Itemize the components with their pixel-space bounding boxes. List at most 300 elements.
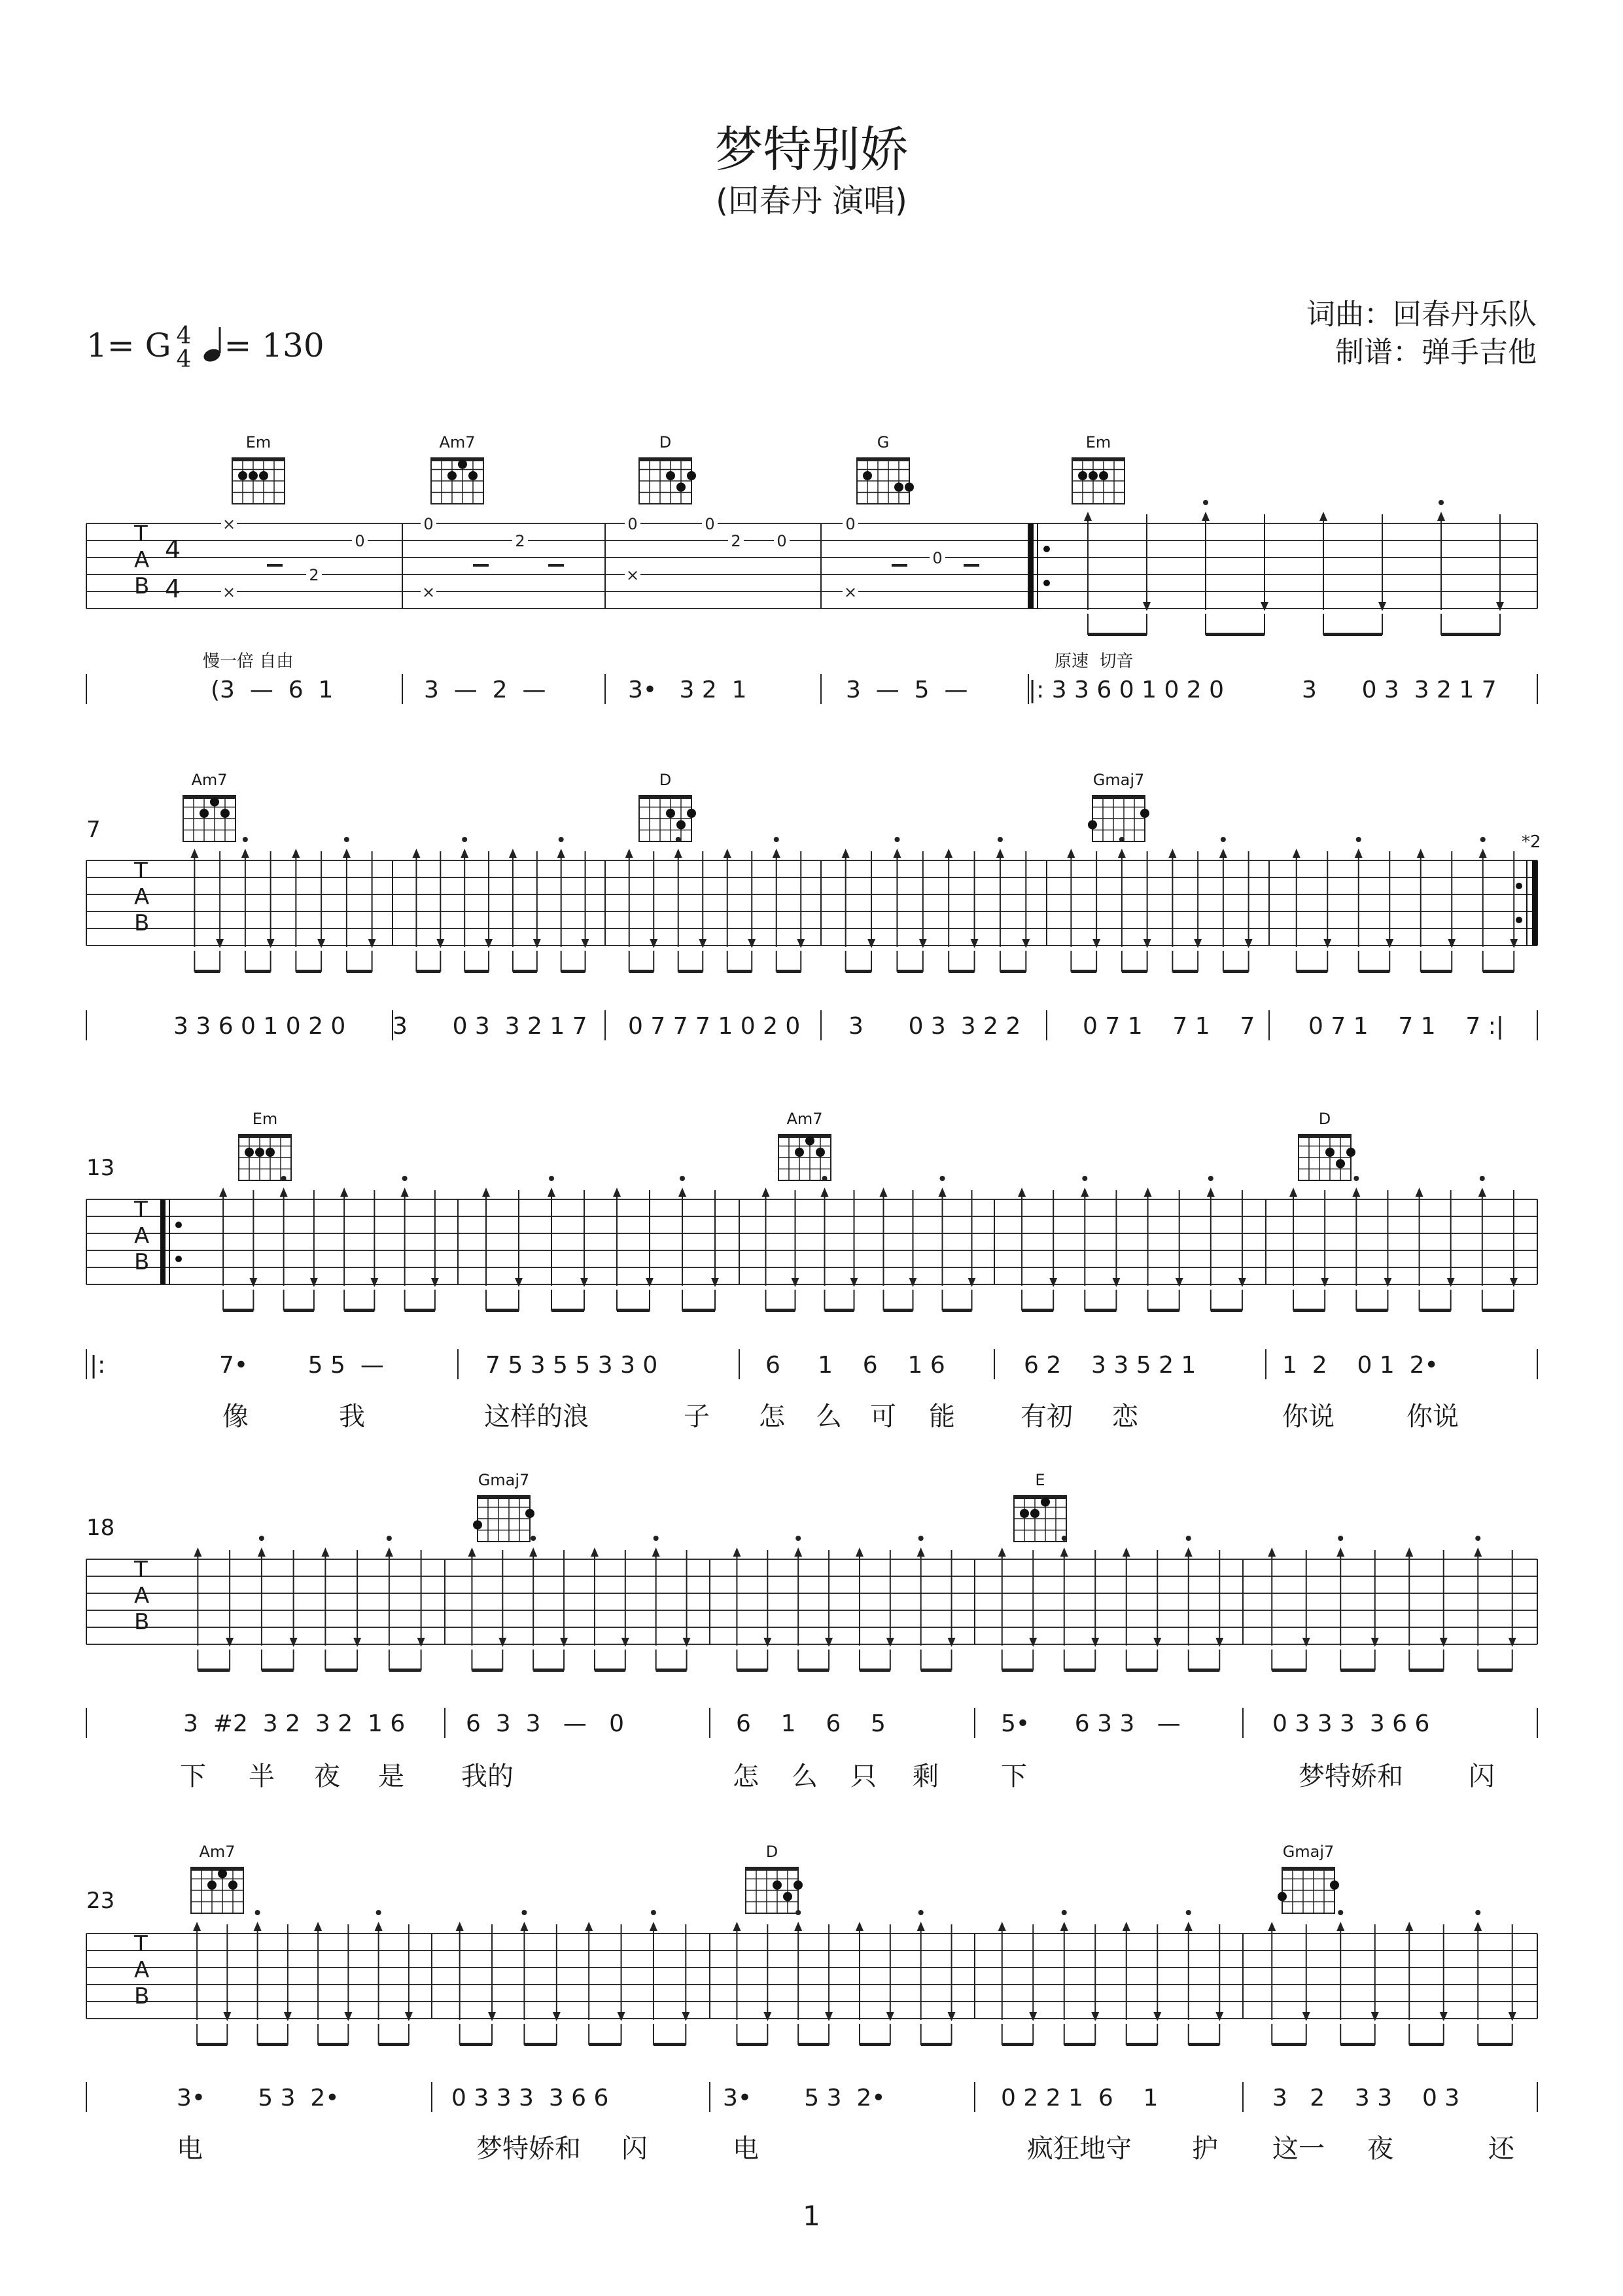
accent-dot (940, 1176, 945, 1181)
beam (860, 1669, 890, 1672)
chord-finger-dot (1099, 471, 1108, 480)
chord-name: Em (252, 1110, 278, 1128)
strum-up-arrow-icon (1207, 1188, 1215, 1197)
chord-finger-dot (894, 483, 903, 492)
fret-number: 0 (627, 515, 638, 533)
strum-up-arrow-icon (1185, 1922, 1193, 1931)
strum-down-arrow-icon (560, 1638, 568, 1647)
chord-finger-dot (1089, 471, 1098, 480)
lyric: 梦特娇和 (476, 2134, 581, 2164)
tab-time-signature: 4 4 (165, 535, 181, 603)
strum-down-arrow-icon (650, 939, 657, 948)
strum-down-arrow-icon (1509, 2012, 1516, 2021)
fret-number: 0 (355, 532, 365, 550)
numbered-measure: 3 0 3 3 2 1 7 (1302, 677, 1497, 703)
strum-up-arrow-icon (1202, 512, 1210, 521)
beam (921, 2043, 952, 2046)
strum-up-arrow-icon (509, 849, 517, 858)
accent-dot (1480, 837, 1486, 842)
beam (766, 1309, 795, 1312)
chord-name: D (659, 771, 672, 789)
accent-dot (462, 837, 467, 842)
repeat-dot (1043, 546, 1050, 552)
beam (223, 1309, 253, 1312)
chord-name: Gmaj7 (1282, 1843, 1335, 1861)
strum-up-arrow-icon (219, 1188, 227, 1197)
accent-dot (680, 1176, 685, 1181)
chord-finger-dot (207, 1881, 217, 1890)
strum-up-arrow-icon (880, 1188, 888, 1197)
numbered-measure: 7• 5 5 — (219, 1352, 384, 1379)
lyric: 闪 (621, 2134, 648, 2164)
chord-nut (1014, 1496, 1066, 1499)
numbered-measure: 3 0 3 3 2 1 7 (393, 1013, 587, 1040)
lyric: 能 (929, 1402, 955, 1432)
accent-dot (402, 1176, 408, 1181)
strum-down-arrow-icon (533, 939, 541, 948)
strum-down-arrow-icon (431, 1278, 439, 1287)
accent-dot (531, 1536, 536, 1541)
accent-dot (998, 837, 1003, 842)
beam (258, 2043, 288, 2046)
strum-up-arrow-icon (856, 1547, 864, 1557)
strum-up-arrow-icon (468, 1547, 476, 1557)
strum-up-arrow-icon (678, 1188, 686, 1197)
numbered-measure: 6 1 6 1 6 (765, 1352, 945, 1379)
beam (262, 1669, 294, 1672)
chord-name: D (765, 1843, 778, 1861)
chord-finger-dot (1088, 821, 1097, 830)
fret-number: × (222, 583, 236, 601)
accent-dot (387, 1536, 392, 1541)
chord-finger-dot (259, 471, 268, 480)
strum-up-arrow-icon (1405, 1547, 1413, 1557)
beam (284, 1309, 314, 1312)
beam (524, 2043, 556, 2046)
numbered-measure: 6 3 3 — 0 (466, 1710, 625, 1737)
strum-down-arrow-icon (1112, 1278, 1120, 1287)
accent-dot (549, 1176, 554, 1181)
chord-name: Em (1085, 433, 1111, 451)
beam (1223, 970, 1249, 973)
beam (1088, 633, 1147, 636)
strum-up-arrow-icon (821, 1188, 829, 1197)
beam (198, 1669, 230, 1672)
numbered-measure: |: 3 3 6 0 1 0 2 0 (1028, 677, 1225, 703)
strum-down-arrow-icon (1447, 1278, 1455, 1287)
fret-number: 0 (777, 532, 787, 550)
strum-up-arrow-icon (917, 1922, 925, 1931)
accent-dot (1082, 1176, 1087, 1181)
strum-down-arrow-icon (1029, 1638, 1037, 1647)
beam (1189, 2043, 1220, 2046)
strum-down-arrow-icon (1143, 602, 1151, 611)
chord-finger-dot (905, 483, 914, 492)
lyric: 夜 (1367, 2134, 1393, 2164)
beam (1064, 2043, 1096, 2046)
chord-finger-dot (863, 471, 872, 480)
rest (548, 564, 564, 567)
tab-clef: T A B (134, 858, 150, 936)
lyric: 么 (816, 1402, 842, 1432)
strum-up-arrow-icon (461, 849, 468, 858)
lyric: 电 (733, 2134, 759, 2164)
strum-up-arrow-icon (1084, 512, 1092, 521)
strum-down-arrow-icon (436, 939, 444, 948)
lyric: 怎 (759, 1402, 785, 1432)
strum-up-arrow-icon (321, 1547, 329, 1557)
chord-finger-dot (1278, 1892, 1287, 1901)
strum-down-arrow-icon (1092, 939, 1100, 948)
accent-dot (795, 1536, 801, 1541)
chord-nut (232, 458, 285, 461)
strum-down-arrow-icon (797, 939, 805, 948)
accent-dot (1475, 1910, 1480, 1915)
strum-down-arrow-icon (290, 1638, 298, 1647)
beam (1172, 970, 1198, 973)
strum-down-arrow-icon (948, 1638, 956, 1647)
chord-finger-dot (1041, 1498, 1050, 1507)
fret-number: × (625, 566, 640, 584)
beam (798, 2043, 829, 2046)
repeat-dot (175, 1222, 182, 1228)
strum-down-arrow-icon (1049, 1278, 1057, 1287)
strum-down-arrow-icon (886, 2012, 894, 2021)
beam (1359, 970, 1390, 973)
strum-up-arrow-icon (794, 1922, 802, 1931)
chord-finger-dot (200, 809, 209, 818)
strum-up-arrow-icon (652, 1547, 660, 1557)
beam (318, 2043, 348, 2046)
numbered-measure: 3• 5 3 2• (177, 2085, 340, 2111)
strum-up-arrow-icon (1355, 849, 1363, 858)
rest (473, 564, 489, 567)
chord-name: Am7 (191, 771, 228, 789)
measure-number: 23 (86, 1888, 115, 1914)
numbered-measure: 3 — 2 — (424, 677, 546, 703)
strum-up-arrow-icon (674, 849, 682, 858)
beam (1478, 1669, 1512, 1672)
lyric: 你说 (1282, 1402, 1335, 1432)
beam (344, 1309, 374, 1312)
strum-up-arrow-icon (193, 1922, 201, 1931)
measure-number: 13 (86, 1155, 115, 1181)
strum-down-arrow-icon (646, 1278, 654, 1287)
strum-up-arrow-icon (1123, 1547, 1130, 1557)
strum-down-arrow-icon (1321, 1278, 1329, 1287)
measure-number: 18 (86, 1515, 115, 1541)
strum-up-arrow-icon (733, 1547, 741, 1557)
strum-up-arrow-icon (1336, 1547, 1344, 1557)
strum-up-arrow-icon (1018, 1188, 1026, 1197)
beam (1122, 970, 1147, 973)
beam (884, 1309, 913, 1312)
lyric: 半 (249, 1761, 275, 1792)
accent-dot (1480, 1176, 1485, 1181)
beam (561, 970, 585, 973)
lyric: 下 (1001, 1761, 1027, 1792)
repeat-bar (1028, 523, 1034, 609)
strum-down-arrow-icon (1302, 1638, 1310, 1647)
strum-up-arrow-icon (762, 1188, 770, 1197)
beam (595, 1669, 625, 1672)
numbered-measure: 5• 6 3 3 — (1001, 1710, 1181, 1737)
chord-name: Am7 (786, 1110, 823, 1128)
strum-up-arrow-icon (1268, 1922, 1276, 1931)
strum-up-arrow-icon (557, 849, 565, 858)
strum-down-arrow-icon (1440, 2012, 1448, 2021)
accent-dot (1439, 500, 1444, 505)
strum-down-arrow-icon (310, 1278, 318, 1287)
beam (1272, 1669, 1306, 1672)
beam (472, 1669, 502, 1672)
repeat-bar (1532, 860, 1537, 945)
strum-up-arrow-icon (1417, 849, 1425, 858)
beam (727, 970, 752, 973)
numbered-measure: 7 5 3 5 5 3 3 0 (485, 1352, 658, 1379)
lyric: 这一 (1272, 2134, 1325, 2164)
fret-number: 2 (515, 532, 525, 550)
accent-dot (243, 837, 248, 842)
numbered-measure: 3 2 3 3 0 3 (1272, 2085, 1460, 2111)
chord-finger-dot (783, 1892, 792, 1901)
strum-up-arrow-icon (1319, 512, 1327, 521)
strum-down-arrow-icon (405, 2012, 413, 2021)
strum-down-arrow-icon (867, 939, 875, 948)
strum-down-arrow-icon (1510, 1278, 1518, 1287)
strum-up-arrow-icon (1067, 849, 1075, 858)
lyric: 护 (1192, 2134, 1218, 2164)
lyric: 恋 (1112, 1402, 1138, 1432)
chord-finger-dot (1336, 1159, 1345, 1169)
beam (921, 1669, 952, 1672)
chord-name: Am7 (439, 433, 476, 451)
strum-up-arrow-icon (1437, 512, 1445, 521)
song-title: 梦特别娇 (714, 122, 909, 178)
repeat-dot (1516, 883, 1522, 889)
beam (513, 970, 537, 973)
beam (1126, 1669, 1158, 1672)
chord-finger-dot (1346, 1148, 1355, 1157)
numbered-measure: 6 2 3 3 5 2 1 (1024, 1352, 1196, 1379)
strum-down-arrow-icon (682, 2012, 689, 2021)
strum-down-arrow-icon (919, 939, 927, 948)
strum-up-arrow-icon (1293, 849, 1300, 858)
chord-nut (1092, 796, 1145, 799)
strum-down-arrow-icon (683, 1638, 691, 1647)
chord-nut (478, 1496, 530, 1499)
beam (682, 1309, 715, 1312)
strum-up-arrow-icon (1416, 1188, 1423, 1197)
strum-down-arrow-icon (1323, 939, 1331, 948)
strum-up-arrow-icon (241, 849, 249, 858)
lyric: 你说 (1406, 1402, 1459, 1432)
strum-up-arrow-icon (1268, 1547, 1276, 1557)
chord-finger-dot (687, 809, 696, 818)
beam (1483, 970, 1514, 973)
strum-up-arrow-icon (340, 1188, 348, 1197)
beam (629, 970, 654, 973)
strum-down-arrow-icon (1176, 1278, 1183, 1287)
strum-up-arrow-icon (529, 1547, 537, 1557)
strum-up-arrow-icon (1185, 1547, 1193, 1557)
strum-down-arrow-icon (1022, 939, 1030, 948)
chord-name: D (1318, 1110, 1331, 1128)
rest (267, 564, 283, 567)
lyric: 可 (870, 1402, 896, 1432)
strum-down-arrow-icon (1143, 939, 1151, 948)
chord-name: E (1035, 1471, 1045, 1489)
strum-down-arrow-icon (1091, 2012, 1099, 2021)
beam (1148, 1309, 1179, 1312)
accent-dot (1186, 1910, 1191, 1915)
numbered-measure: 3• 5 3 2• (723, 2085, 886, 2111)
beam (1340, 2043, 1375, 2046)
strum-up-arrow-icon (258, 1547, 266, 1557)
accent-dot (521, 1910, 527, 1915)
arranger: 制谱：弹手吉他 (1335, 336, 1537, 369)
beam (617, 1309, 650, 1312)
lyric: 是 (378, 1761, 404, 1792)
measure-number: 7 (86, 817, 101, 843)
strum-up-arrow-icon (945, 849, 952, 858)
strum-up-arrow-icon (917, 1547, 925, 1557)
strum-up-arrow-icon (1123, 1922, 1130, 1931)
strum-up-arrow-icon (893, 849, 901, 858)
numbered-measure: 3• 3 2 1 (628, 677, 747, 703)
strum-down-arrow-icon (1245, 939, 1253, 948)
strum-down-arrow-icon (249, 1278, 257, 1287)
strum-up-arrow-icon (1144, 1188, 1152, 1197)
strum-down-arrow-icon (1496, 602, 1504, 611)
strum-up-arrow-icon (375, 1922, 383, 1931)
strum-up-arrow-icon (998, 1922, 1006, 1931)
strum-down-arrow-icon (1371, 1638, 1379, 1647)
strum-down-arrow-icon (498, 1638, 506, 1647)
strum-down-arrow-icon (748, 939, 756, 948)
chord-finger-dot (773, 1881, 782, 1890)
tab-clef: T A B (134, 521, 150, 599)
strum-up-arrow-icon (314, 1922, 322, 1931)
tab-clef: T A B (134, 1557, 150, 1635)
strum-up-arrow-icon (1336, 1922, 1344, 1931)
beam (464, 970, 489, 973)
numbered-measure: 6 1 6 5 (736, 1710, 886, 1737)
strum-down-arrow-icon (792, 1278, 799, 1287)
key: 1= G (86, 327, 171, 364)
lyric: 夜 (314, 1761, 340, 1792)
beam (1071, 970, 1096, 973)
accent-dot (1353, 1176, 1359, 1181)
strum-up-arrow-icon (1060, 1922, 1068, 1931)
tab-clef: T A B (134, 1931, 150, 2009)
accent-dot (1221, 837, 1226, 842)
beam (551, 1309, 584, 1312)
strum-down-arrow-icon (621, 1638, 629, 1647)
lyric: 梦特娇和 (1299, 1761, 1403, 1792)
strum-down-arrow-icon (1215, 2012, 1223, 2021)
strum-down-arrow-icon (317, 939, 325, 948)
rest (964, 564, 979, 567)
fret-number: 0 (932, 549, 943, 567)
numbered-measure: 3 #2 3 2 3 2 1 6 (183, 1710, 406, 1737)
strum-up-arrow-icon (1168, 849, 1176, 858)
strum-down-arrow-icon (368, 939, 376, 948)
fret-number: × (421, 583, 436, 601)
strum-up-arrow-icon (939, 1188, 947, 1197)
strum-up-arrow-icon (1060, 1547, 1068, 1557)
numbered-measure: 0 2 2 1 6 1 (1001, 2085, 1159, 2111)
chord-name: Gmaj7 (478, 1471, 530, 1489)
strum-up-arrow-icon (343, 849, 351, 858)
accent-dot (259, 1536, 264, 1541)
chord-nut (1072, 458, 1125, 461)
chord-finger-dot (473, 1521, 482, 1530)
beam (1126, 2043, 1158, 2046)
beam (589, 2043, 621, 2046)
strum-up-arrow-icon (385, 1547, 393, 1557)
chord-finger-dot (525, 1509, 534, 1518)
strum-up-arrow-icon (292, 849, 300, 858)
lyric: 像 (222, 1402, 249, 1432)
beam (1297, 970, 1328, 973)
fret-number: 2 (731, 532, 741, 550)
song-subtitle: (回春丹 演唱) (716, 183, 907, 219)
beam (656, 1669, 687, 1672)
beam (460, 2043, 492, 2046)
strum-up-arrow-icon (613, 1188, 621, 1197)
strum-up-arrow-icon (1479, 849, 1487, 858)
numbered-measure: (3 — 6 1 (211, 677, 334, 703)
beam (846, 970, 871, 973)
strum-up-arrow-icon (724, 849, 731, 858)
beam (1064, 1669, 1096, 1672)
tempo: = 130 (224, 327, 324, 364)
beam (1482, 1309, 1514, 1312)
chord-finger-dot (1330, 1881, 1339, 1890)
strum-down-arrow-icon (968, 1278, 976, 1287)
beam (1002, 2043, 1034, 2046)
strum-down-arrow-icon (370, 1278, 378, 1287)
strum-up-arrow-icon (254, 1922, 262, 1931)
chord-finger-dot (666, 471, 675, 480)
strum-up-arrow-icon (1118, 849, 1126, 858)
chord-finger-dot (676, 821, 686, 830)
chord-finger-dot (687, 471, 696, 480)
numbered-measure: 0 7 7 7 1 0 2 0 (628, 1013, 801, 1040)
strum-up-arrow-icon (190, 849, 198, 858)
chord-name: Gmaj7 (1092, 771, 1145, 789)
accent-dot (918, 1910, 924, 1915)
chord-finger-dot (794, 1881, 803, 1890)
strum-down-arrow-icon (971, 939, 979, 948)
chord-nut (639, 458, 691, 461)
chord-nut (1282, 1867, 1335, 1871)
accent-dot (1356, 837, 1361, 842)
strum-down-arrow-icon (344, 2012, 352, 2021)
chord-finger-dot (1140, 809, 1149, 818)
accent-dot (376, 1910, 381, 1915)
accent-dot (651, 1910, 656, 1915)
chord-finger-dot (249, 471, 258, 480)
strum-down-arrow-icon (1194, 939, 1202, 948)
beam (1085, 1309, 1116, 1312)
strum-up-arrow-icon (794, 1547, 802, 1557)
strum-down-arrow-icon (1153, 1638, 1161, 1647)
strum-down-arrow-icon (1510, 939, 1518, 948)
lyric: 疯狂地守 (1027, 2134, 1132, 2164)
strum-up-arrow-icon (591, 1547, 599, 1557)
